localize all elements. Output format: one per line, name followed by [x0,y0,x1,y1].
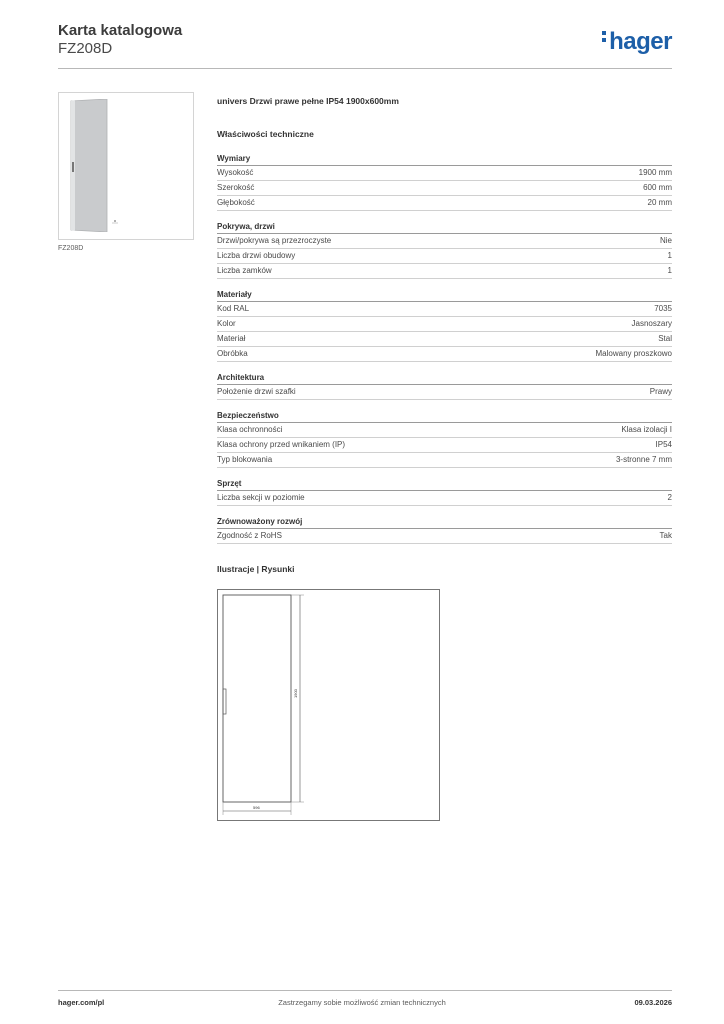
group-title: Wymiary [217,153,672,166]
door-dimension-drawing [218,590,441,822]
group-architecture [217,372,672,400]
property-value: 1 [667,251,672,260]
property-row [217,423,672,438]
property-value: Klasa izolacji I [621,425,672,434]
property-label: Klasa ochrony przed wnikaniem (IP) [217,440,346,449]
property-row [217,264,672,279]
group-cover-door [217,221,672,279]
header-divider [58,68,672,69]
property-row [217,347,672,362]
property-row [217,332,672,347]
footer-website-link[interactable]: hager.com/pl [58,998,105,1007]
footer-disclaimer: Zastrzegamy sobie możliwość zmian technicznych [278,998,446,1007]
technical-content [217,96,672,574]
group-title: Architektura [217,372,672,385]
technical-properties-heading: Właściwości techniczne [217,129,314,139]
property-value: IP54 [655,440,672,449]
property-row [217,438,672,453]
property-value: Jasnoszary [631,319,672,328]
property-label: Typ blokowania [217,455,273,464]
product-code: FZ208D [58,40,113,57]
group-title: Zrównoważony rozwój [217,516,672,529]
property-row [217,453,672,468]
property-label: Wysokość [217,168,254,177]
document-title: Karta katalogowa [58,22,183,39]
thumbnail-caption: FZ208D [58,245,84,252]
logo-text: hager [609,28,672,55]
property-value: 1900 mm [638,168,672,177]
property-value: 1 [667,266,672,275]
hager-logo [602,28,672,56]
property-label: Kolor [217,319,236,328]
property-label: Drzwi/pokrywa są przezroczyste [217,236,332,245]
product-thumbnail [58,92,194,240]
property-value: Tak [659,531,672,540]
property-label: Liczba drzwi obudowy [217,251,296,260]
property-label: Obróbka [217,349,248,358]
width-dimension-label: 596 [253,805,260,810]
property-row [217,166,672,181]
property-row [217,491,672,506]
property-value: Malowany proszkowo [595,349,672,358]
footer-divider [58,990,672,991]
height-dimension-label: 1900 [293,689,298,698]
property-row [217,302,672,317]
group-hardware [217,478,672,506]
property-value: 2 [667,493,672,502]
property-label: Szerokość [217,183,255,192]
property-value: Prawy [649,387,672,396]
group-materials [217,289,672,362]
property-label: Liczba sekcji w poziomie [217,493,305,502]
group-title: Materiały [217,289,672,302]
group-title: Pokrywa, drzwi [217,221,672,234]
property-label: Liczba zamków [217,266,272,275]
property-label: Kod RAL [217,304,250,313]
footer-date: 09.03.2026 [634,998,672,1007]
property-value: 3-stronne 7 mm [615,455,672,464]
property-value: 600 mm [643,183,672,192]
product-name: univers Drzwi prawe pełne IP54 1900x600mm [217,96,399,106]
illustrations-heading: Ilustracje | Rysunki [217,564,295,574]
property-row [217,317,672,332]
property-label: Zgodność z RoHS [217,531,282,540]
property-value: Nie [659,236,672,245]
property-row [217,529,672,544]
property-label: Klasa ochronności [217,425,283,434]
group-title: Bezpieczeństwo [217,410,672,423]
property-row [217,385,672,400]
door-image [67,99,180,232]
property-row [217,181,672,196]
property-label: Położenie drzwi szafki [217,387,296,396]
group-dimensions [217,153,672,211]
group-sustainability [217,516,672,544]
property-row [217,196,672,211]
property-value: 7035 [654,304,672,313]
property-row [217,234,672,249]
property-row [217,249,672,264]
property-label: Głębokość [217,198,255,207]
property-value: Stal [658,334,672,343]
group-title: Sprzęt [217,478,672,491]
property-label: Materiał [217,334,246,343]
logo-dots-icon [602,31,607,45]
technical-drawing [217,589,440,821]
group-safety [217,410,672,468]
property-value: 20 mm [647,198,672,207]
